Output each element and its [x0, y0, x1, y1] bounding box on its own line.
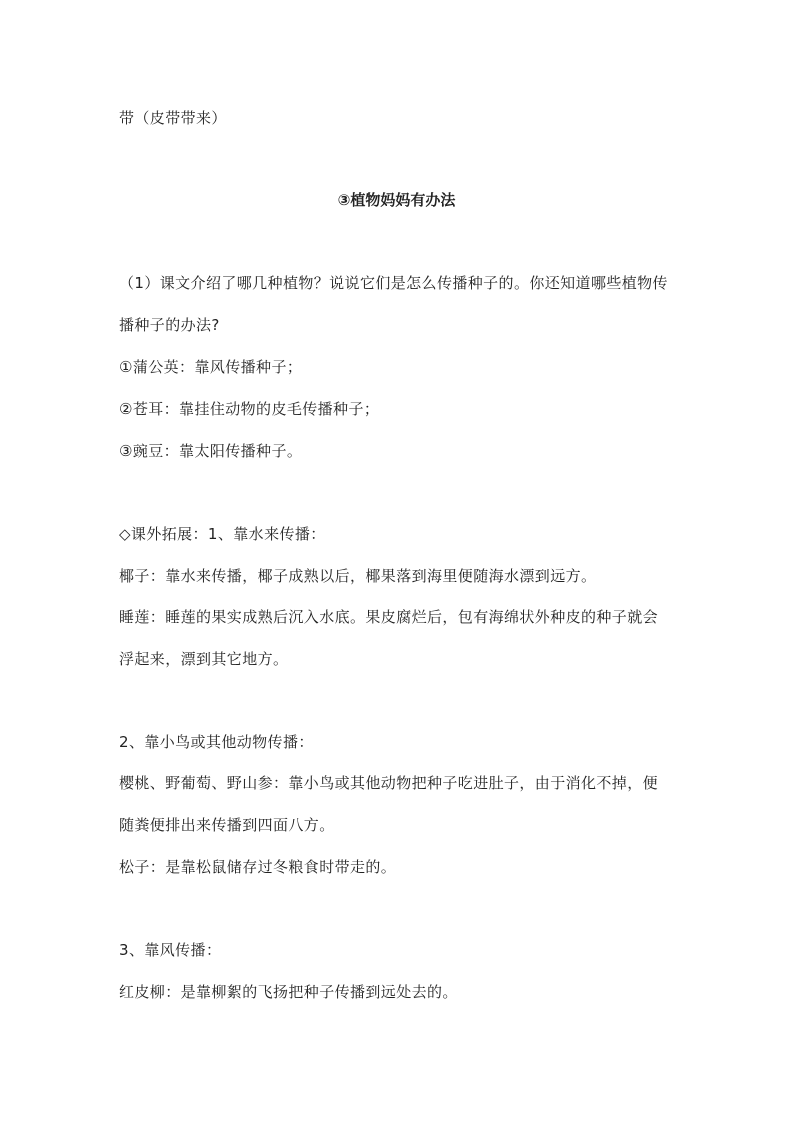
text-line: 睡莲：睡莲的果实成熟后沉入水底。果皮腐烂后，包有海绵状外种皮的种子就会	[119, 608, 659, 626]
text-line: 红皮柳：是靠柳絮的飞扬把种子传播到远处去的。	[119, 983, 458, 1001]
subheading: 3、靠风传播：	[119, 941, 222, 959]
question-line: （1）课文介绍了哪几种植物？说说它们是怎么传播种子的。你还知道哪些植物传	[119, 274, 668, 292]
extension-heading: ◇课外拓展：1、靠水来传播：	[119, 525, 326, 543]
answer-item: ③豌豆：靠太阳传播种子。	[119, 442, 303, 460]
text-line: 樱桃、野葡萄、野山参：靠小鸟或其他动物把种子吃进肚子，由于消化不掉，便	[119, 774, 659, 792]
text-line: 随粪便排出来传播到四面八方。	[119, 816, 335, 834]
text-line: 带（皮带带来）	[119, 109, 227, 127]
text-line: 松子：是靠松鼠储存过冬粮食时带走的。	[119, 858, 397, 876]
text-line: 浮起来，漂到其它地方。	[119, 650, 289, 668]
answer-item: ①蒲公英：靠风传播种子；	[119, 358, 303, 376]
question-line: 播种子的办法?	[119, 316, 220, 334]
section-heading: ③植物妈妈有办法	[337, 191, 456, 209]
answer-item: ②苍耳：靠挂住动物的皮毛传播种子；	[119, 400, 380, 418]
subheading: 2、靠小鸟或其他动物传播：	[119, 733, 314, 751]
text-line: 椰子：靠水来传播，椰子成熟以后，椰果落到海里便随海水漂到远方。	[119, 567, 597, 585]
